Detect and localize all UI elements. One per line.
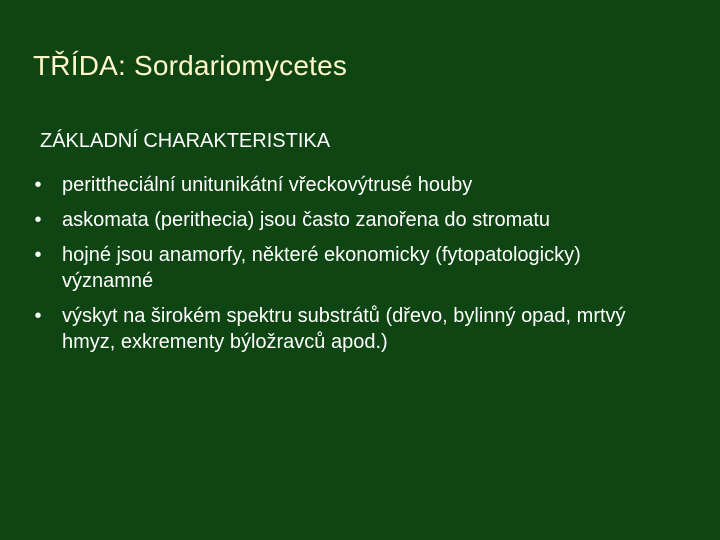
list-item [32,207,672,233]
bullet-text: perittheciální unitunikátní vřeckovýtrusé houby [62,174,473,196]
slide-subtitle: ZÁKLADNÍ CHARAKTERISTIKA [40,130,331,152]
bullet-icon: • [34,305,42,327]
bullet-icon: • [34,209,42,231]
list-item [32,242,672,294]
bullet-text: askomata (perithecia) jsou často zanořena do stromatu [62,209,551,231]
bullet-text: výskyt na širokém spektru substrátů (dřevo, bylinný opad, mrtvý hmyz, exkrementy býložravců apod.) [62,305,626,353]
slide-title: TŘÍDA: Sordariomycetes [33,50,348,81]
list-item [32,172,672,198]
bullet-icon: • [34,244,42,266]
list-item [32,303,672,355]
bullet-text: hojné jsou anamorfy, některé ekonomicky (fytopatologicky) významné [62,244,581,292]
bullet-list [32,172,672,364]
bullet-icon: • [34,174,42,196]
